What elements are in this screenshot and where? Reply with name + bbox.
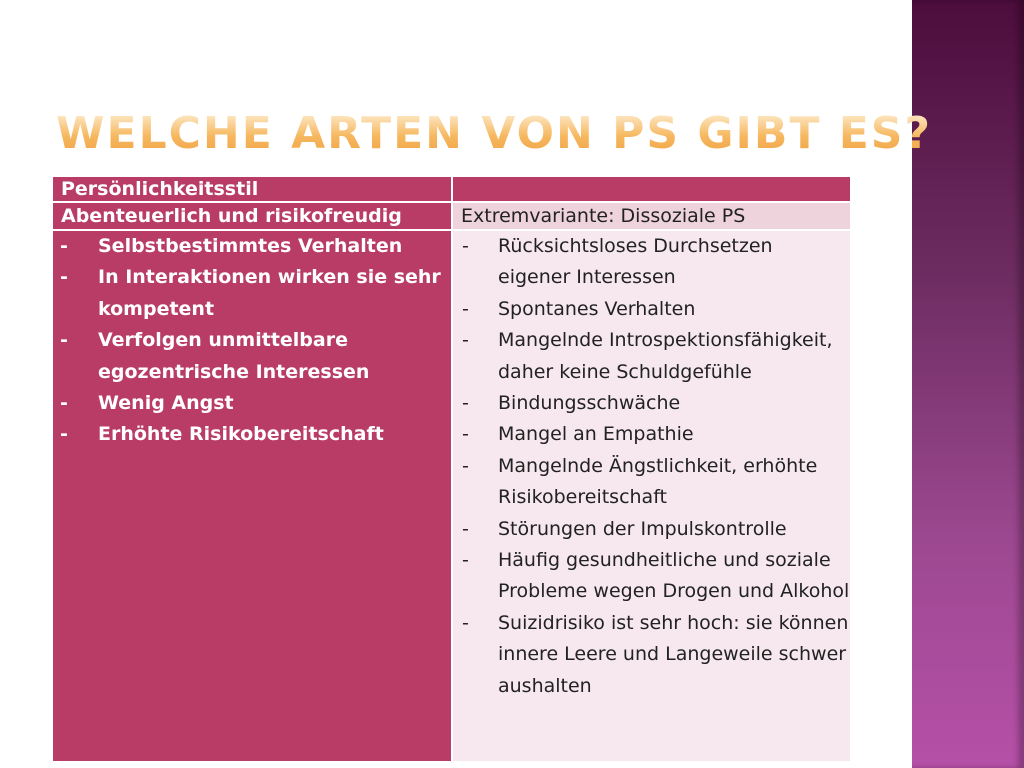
bullet-dash: - [60, 392, 68, 415]
cell-extreme-variant: Extremvariante: Dissoziale PS [451, 203, 850, 231]
list-item-text: Wenig Angst [98, 392, 234, 415]
list-item-text: Mangelnde Introspektionsfähigkeit, daher keine Schuldgefühle [498, 329, 833, 383]
bullet-dash: - [60, 329, 68, 352]
bullet-dash: - [462, 611, 469, 634]
list-item [53, 231, 451, 262]
list-item-text: Störungen der Impulskontrolle [498, 517, 787, 540]
cell-style-name: Abenteuerlich und risikofreudig [53, 203, 451, 231]
bullet-dash: - [462, 235, 469, 257]
cell-extreme-traits [451, 231, 850, 761]
bullet-dash: - [462, 297, 469, 320]
list-item [453, 514, 850, 545]
bullet-dash: - [462, 454, 469, 477]
cell-style-traits [53, 231, 451, 761]
list-item [453, 294, 850, 325]
list-item-text: Mangel an Empathie [498, 423, 694, 446]
list-item-text: Bindungsschwäche [498, 392, 681, 415]
list-item-text: Verfolgen unmittelbare egozentrische Interessen [98, 329, 370, 383]
list-item [453, 545, 850, 608]
list-item [453, 419, 850, 450]
list-item [53, 262, 451, 325]
list-item [453, 388, 850, 419]
table-row-type [53, 203, 850, 231]
list-item [53, 419, 451, 450]
personality-table [53, 177, 850, 761]
table-header-row [53, 177, 850, 203]
header-cell-style: Persönlichkeitsstil [53, 177, 451, 203]
list-item-text: In Interaktionen wirken sie sehr kompetent [98, 266, 441, 320]
list-item-text: Mangelnde Ängstlichkeit, erhöhte Risikobereitschaft [498, 454, 818, 509]
list-item [453, 608, 850, 702]
bullet-dash: - [462, 517, 469, 540]
list-item-text: Suizidrisiko ist sehr hoch: sie können innere Leere und Langeweile schwer aushalten [498, 611, 849, 697]
bullet-dash: - [462, 392, 469, 415]
slide-title: WELCHE ARTEN VON PS GIBT ES? [56, 108, 932, 159]
list-item-text: Spontanes Verhalten [498, 297, 696, 320]
list-item [453, 231, 850, 294]
list-item-text: Erhöhte Risikobereitschaft [98, 423, 384, 446]
bullet-dash: - [462, 549, 469, 572]
list-item [53, 325, 451, 388]
bullet-dash: - [462, 423, 469, 446]
list-item-text: Rücksichtsloses Durchsetzen eigener Interessen [498, 235, 773, 289]
table-row-traits [53, 231, 850, 761]
right-trait-list [453, 231, 850, 702]
list-item [453, 325, 850, 388]
bullet-dash: - [60, 266, 68, 289]
list-item-text: Selbstbestimmtes Verhalten [98, 235, 403, 257]
list-item-text: Häufig gesundheitliche und soziale Probleme wegen Drogen und Alkohol [498, 549, 850, 603]
header-cell-empty [451, 177, 850, 203]
list-item [53, 388, 451, 419]
bullet-dash: - [462, 329, 469, 352]
list-item [453, 451, 850, 514]
bullet-dash: - [60, 423, 68, 446]
bullet-dash: - [60, 235, 68, 257]
left-trait-list [53, 231, 451, 451]
